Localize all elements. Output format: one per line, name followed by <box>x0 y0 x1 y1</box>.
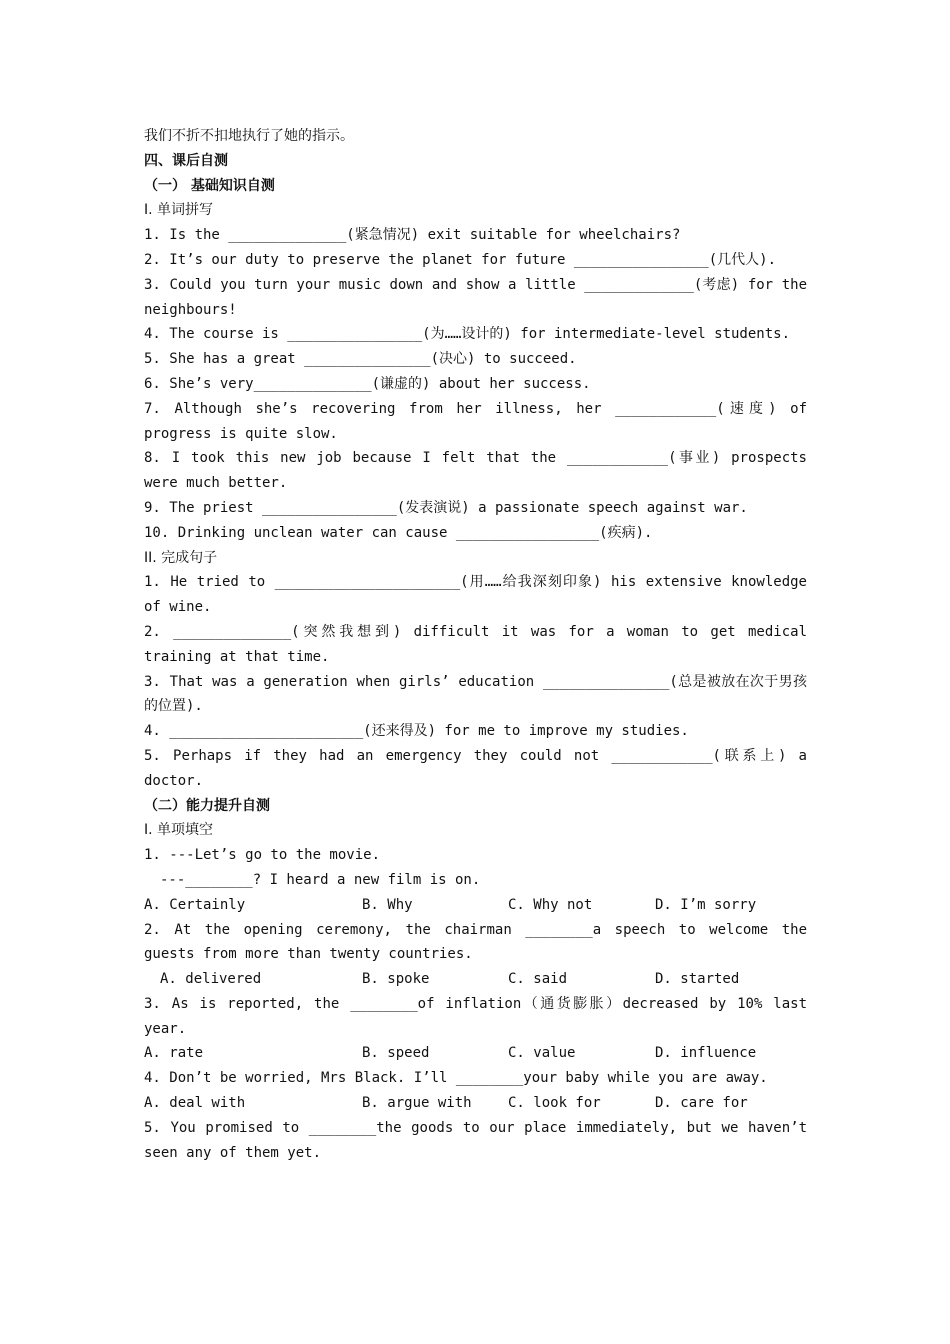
spelling-item: 2. It’s our duty to preserve the planet for future ________________(几代人). <box>144 251 777 268</box>
option-d: D. influence <box>655 1045 757 1062</box>
option-b: B. spoke <box>362 971 430 988</box>
option-c: C. look for <box>508 1095 601 1112</box>
spelling-item: 1. Is the ______________(紧急情况) exit suitable for wheelchairs? <box>144 227 681 244</box>
question-1-stem: 1. ---Let’s go to the movie. <box>144 847 381 864</box>
option-c: C. value <box>508 1045 576 1062</box>
part2-title: （二）能力提升自测 <box>144 797 270 814</box>
option-a: A. deal with <box>144 1095 246 1112</box>
spelling-item: 9. The priest ________________(发表演说) a passionate speech against war. <box>144 499 748 516</box>
choice-title: I. 单项填空 <box>144 822 214 839</box>
sentences-title: II. 完成句子 <box>144 549 218 566</box>
option-c: C. Why not <box>508 896 593 913</box>
intro-line: 我们不折不扣地执行了她的指示。 <box>144 128 354 144</box>
option-b: B. Why <box>362 896 413 913</box>
part1-title: （一） 基础知识自测 <box>144 177 275 194</box>
option-a: A. delivered <box>160 971 262 988</box>
question-3-options <box>144 1041 807 1066</box>
sentence-item: 5. Perhaps if they had an emergency they could not ____________(联系上) a doctor. <box>144 747 807 789</box>
worksheet-page <box>144 124 807 1165</box>
spelling-item: 8. I took this new job because I felt that the ____________(事业) prospects were much better. <box>144 450 807 492</box>
question-1-options <box>144 893 807 918</box>
option-d: D. I’m sorry <box>655 896 757 913</box>
spelling-item: 10. Drinking unclean water can cause _________________(疾病). <box>144 524 653 541</box>
option-a: A. rate <box>144 1045 204 1062</box>
sentence-item: 4. _______________________(还来得及) for me to improve my studies. <box>144 723 689 740</box>
section4-title: 四、课后自测 <box>144 152 228 169</box>
spelling-title: I. 单词拼写 <box>144 202 214 219</box>
sentence-item: 1. He tried to ______________________(用……给我深刻印象) his extensive knowledge of wine. <box>144 574 807 616</box>
option-b: B. speed <box>362 1045 430 1062</box>
question-4-stem: 4. Don’t be worried, Mrs Black. I’ll ________your baby while you are away. <box>144 1070 768 1087</box>
spelling-item: 6. She’s very______________(谦虚的) about her success. <box>144 375 591 392</box>
question-4-options <box>144 1091 807 1116</box>
spelling-item: 4. The course is ________________(为……设计的) for intermediate-level students. <box>144 326 791 343</box>
spelling-item: 5. She has a great _______________(决心) to succeed. <box>144 351 577 368</box>
question-2-options <box>144 967 807 992</box>
question-2-stem: 2. At the opening ceremony, the chairman ________a speech to welcome the guests from more than twenty countries. <box>144 921 807 963</box>
option-a: A. Certainly <box>144 896 246 913</box>
spelling-item: 3. Could you turn your music down and show a little _____________(考虑) for the neighbours! <box>144 276 807 318</box>
spelling-item: 7. Although she’s recovering from her illness, her ____________(速度) of progress is quite slow. <box>144 400 807 442</box>
sentence-item: 2. ______________(突然我想到) difficult it was for a woman to get medical training at that time. <box>144 623 807 665</box>
option-d: D. care for <box>655 1095 748 1112</box>
question-5-stem: 5. You promised to ________the goods to our place immediately, but we haven’t seen any of them yet. <box>144 1119 807 1161</box>
question-3-stem: 3. As is reported, the ________of inflation（通货膨胀）decreased by 10% last year. <box>144 995 807 1037</box>
option-b: B. argue with <box>362 1095 472 1112</box>
option-d: D. started <box>655 971 740 988</box>
sentence-item: 3. That was a generation when girls’ education _______________(总是被放在次于男孩的位置). <box>144 673 807 715</box>
question-1-stem-2: ---________? I heard a new film is on. <box>160 871 481 888</box>
option-c: C. said <box>508 971 568 988</box>
